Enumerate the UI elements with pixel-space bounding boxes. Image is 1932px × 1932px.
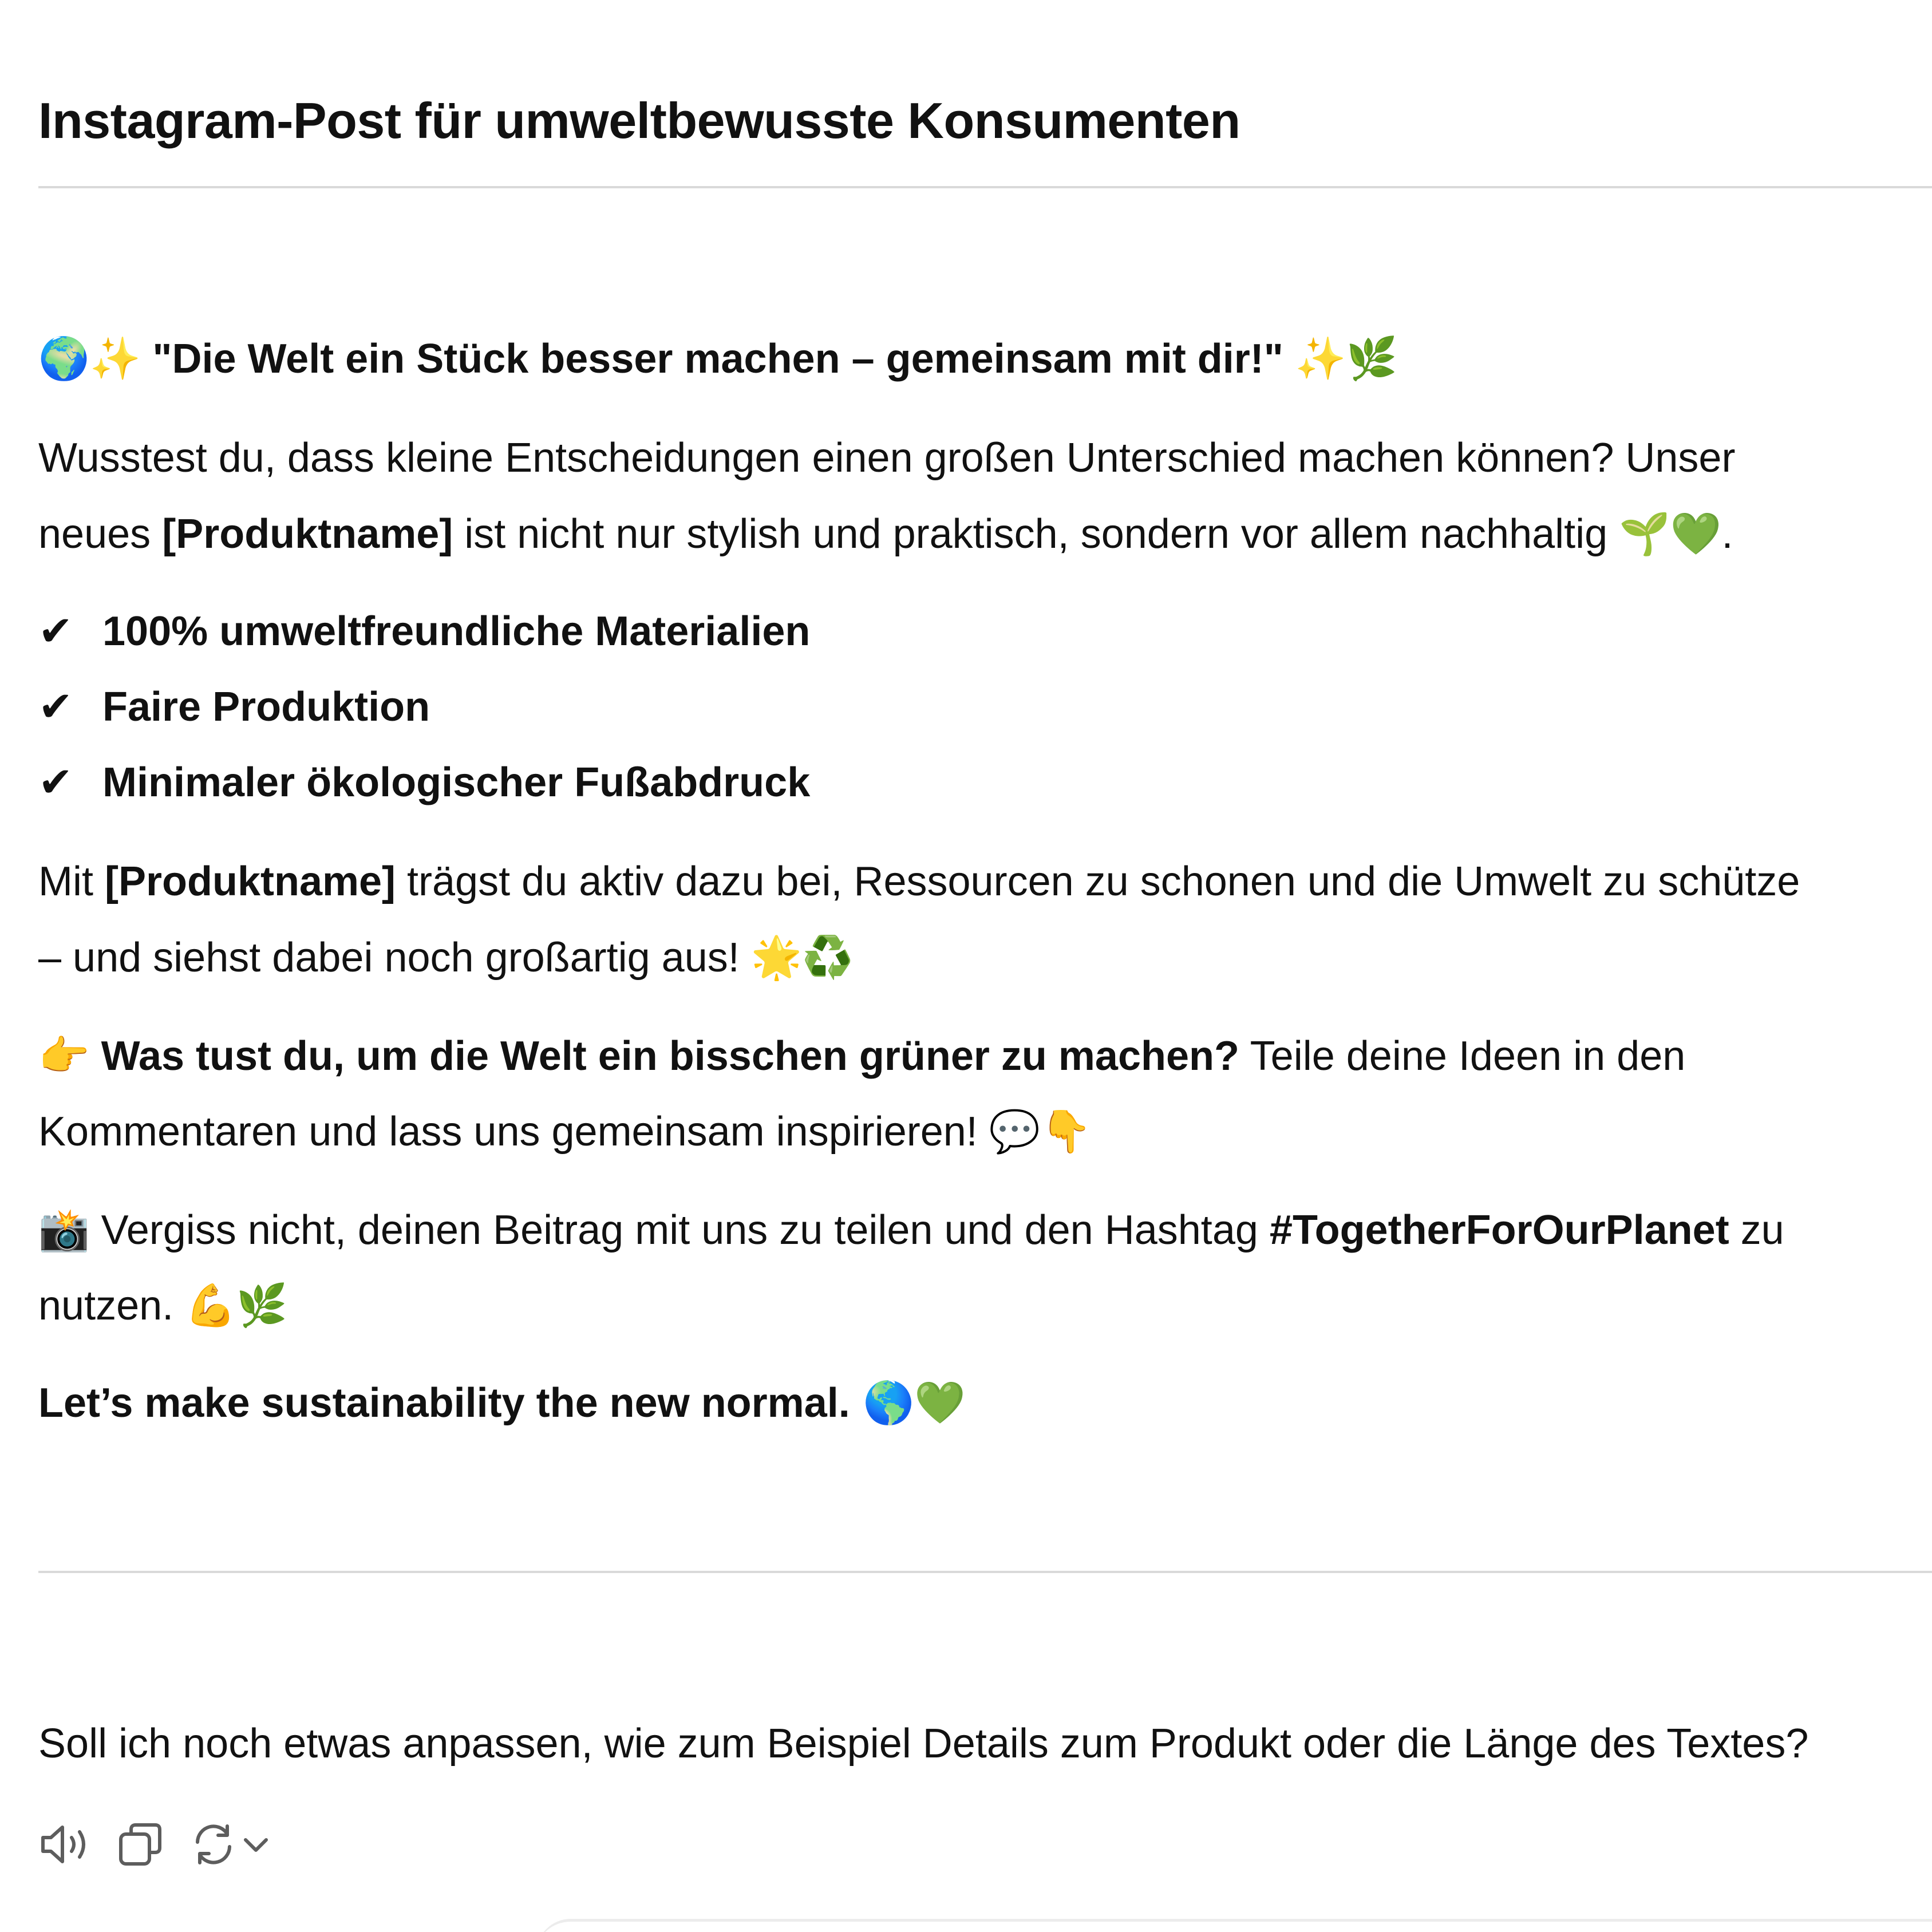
- sparkles-herb-emoji: ✨🌿: [1294, 334, 1398, 382]
- check-icon: ✔: [38, 682, 73, 730]
- intro-line-1: Wusstest du, dass kleine Entscheidungen einen großen Unterschied machen können? Unser: [38, 435, 1736, 481]
- closing-line: [38, 1374, 966, 1432]
- checklist-item: ✔ 100% umweltfreundliche Materialien: [38, 602, 810, 660]
- globe-heart-emoji: 🌎💚: [850, 1378, 966, 1427]
- question-line-2: Kommentaren und lass uns gemeinsam inspirieren! 💬👇: [38, 1107, 1092, 1155]
- composer-input-edge[interactable]: [536, 1919, 1932, 1932]
- seedling-heart-emoji: 🌱💚: [1619, 509, 1722, 558]
- chevron-down-icon: [241, 1820, 271, 1868]
- speech-pointdown-emoji: 💬👇: [989, 1107, 1092, 1155]
- regenerate-icon: [189, 1820, 238, 1868]
- followup-question: Soll ich noch etwas anpassen, wie zum Beispiel Details zum Produkt oder die Länge des Textes?: [38, 1721, 1809, 1767]
- star-recycle-emoji: 🌟♻️: [750, 933, 854, 981]
- speaker-icon: [38, 1822, 91, 1867]
- message-actions: [38, 1816, 271, 1873]
- headline-text: "Die Welt ein Stück besser machen – gemeinsam mit dir!": [152, 336, 1283, 382]
- check-icon: ✔: [38, 758, 73, 806]
- page-title: Instagram-Post für umweltbewusste Konsumenten: [38, 92, 1240, 149]
- post-headline: [38, 330, 1397, 388]
- question-line-1: 👉 Was tust du, um die Welt ein bisschen grüner zu machen? Teile deine Ideen in den: [38, 1032, 1686, 1080]
- closing-text: Let’s make sustainability the new normal.: [38, 1380, 850, 1426]
- share-line-1: 📸 Vergiss nicht, deinen Beitrag mit uns zu teilen und den Hashtag #TogetherForOurPlanet zu: [38, 1206, 1784, 1254]
- globe-sparkles-emoji: 🌍✨: [38, 334, 141, 382]
- divider-top: [38, 186, 1932, 188]
- copy-button[interactable]: [116, 1817, 164, 1872]
- regenerate-button[interactable]: [189, 1817, 271, 1872]
- checklist-item: ✔ Minimaler ökologischer Fußabdruck: [38, 753, 810, 811]
- check-icon: ✔: [38, 607, 73, 655]
- divider-bottom: [38, 1571, 1932, 1573]
- muscle-herb-emoji: 💪🌿: [185, 1281, 288, 1329]
- assistant-message: [38, 0, 1932, 1932]
- read-aloud-button[interactable]: [38, 1817, 91, 1872]
- product-placeholder: [Produktname]: [162, 511, 453, 557]
- benefit-line-2: – und siehst dabei noch großartig aus! 🌟♻️: [38, 933, 854, 981]
- copy-icon: [116, 1820, 164, 1868]
- product-placeholder: [Produktname]: [104, 859, 396, 904]
- checklist-item: ✔ Faire Produktion: [38, 678, 430, 736]
- hashtag: #TogetherForOurPlanet: [1269, 1207, 1729, 1253]
- question-text: Was tust du, um die Welt ein bisschen grüner zu machen?: [101, 1033, 1239, 1079]
- share-line-2: nutzen. 💪🌿: [38, 1281, 288, 1329]
- benefit-line-1: Mit [Produktname] trägst du aktiv dazu bei, Ressourcen zu schonen und die Umwelt zu schütze: [38, 859, 1800, 904]
- intro-line-2: neues [Produktname] ist nicht nur stylish und praktisch, sondern vor allem nachhaltig 🌱💚.: [38, 509, 1733, 558]
- pointing-hand-emoji: 👉: [38, 1032, 90, 1080]
- camera-flash-emoji: 📸: [38, 1206, 90, 1254]
